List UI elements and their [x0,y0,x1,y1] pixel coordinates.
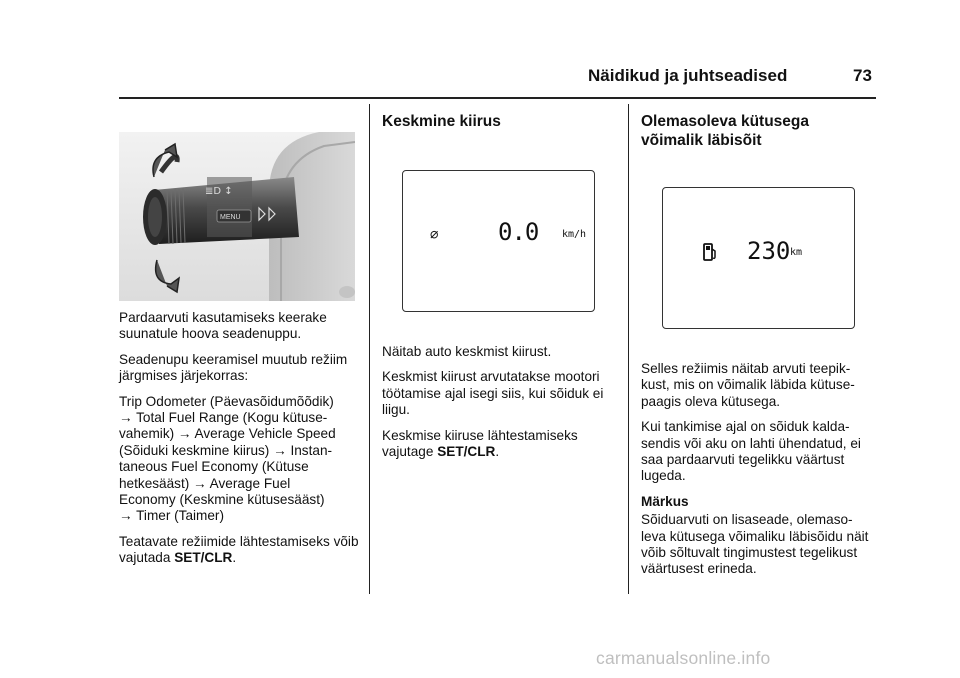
column-divider-1 [369,104,370,594]
image-caption: Pardaarvuti kasutamiseks keerake suunatule hoova seadenuppu. [119,310,327,342]
note-text: Sõiduarvuti on lisaseade, olemaso-leva kütusega võimaliku läbisõidu näit võib sõltuvalt tingimustest tegelikust väärtusest erineda. [641,512,869,577]
range-unit: km [790,247,803,258]
mode-intro: Seadenupu keeramisel muutub režiim järgmises järjekorras: [119,351,348,384]
reset-instruction [119,534,359,567]
mode-line: Economy (Keskmine kütusesääst) [119,492,325,508]
fuel-range-desc: Selles režiimis näitab arvuti teepik-kust, mis on võimalik läbida kütuse-paagis oleva kütusega. [641,361,855,409]
fuel-range-display [662,187,855,329]
average-speed-calc: Keskmist kiirust arvutatakse mootori töötamise ajal isegi siis, kui sõiduk ei liigu. [382,369,604,418]
note-title: Märkus [641,493,689,509]
section-title: Näidikud ja juhtseadised [588,66,788,85]
header-rule [119,97,876,99]
average-speed-reset [382,428,622,461]
mode-line: vahemik) → Average Vehicle Speed [119,426,336,442]
column-1-text [119,310,359,576]
mode-sequence [119,394,359,525]
reset-text: Teatavate režiimide lähtestamiseks võib vajutada [119,533,359,566]
column-divider-2 [628,104,629,594]
mode-line: → Total Fuel Range (Kogu kütuse- [119,410,328,426]
mode-line: → Timer (Taimer) [119,508,224,524]
page-number: 73 [853,66,872,85]
fuel-range-limitation: Kui tankimise ajal on sõiduk kalda-sendis või aku on lahti ühendatud, ei saa pardaarvuti tegelikku väärtust lugeda. [641,419,861,484]
set-clr-label: SET/CLR [437,444,496,460]
speed-value: 0.0 [498,218,539,246]
turn-signal-stalk-image [119,132,355,301]
svg-text:≣D ↕: ≣D ↕ [205,186,233,197]
column-3-text [641,361,877,587]
average-speed-desc: Näitab auto keskmist kiirust. [382,344,552,359]
average-speed-heading: Keskmine kiirus [382,113,501,130]
watermark: carmanualsonline.info [596,648,771,668]
reset-end: . [232,550,237,566]
average-symbol: ⌀ [430,227,439,243]
range-value: 230 [747,237,791,265]
speed-unit: km/h [562,229,587,240]
column-2-text [382,344,622,469]
menu-label: MENU [220,214,241,221]
mode-line: taneous Fuel Economy (Kütuse [119,459,309,475]
reset-end: . [495,444,500,460]
mode-line: Trip Odometer (Päevasõidumõõdik) [119,393,334,409]
set-clr-label: SET/CLR [174,550,233,566]
mode-line: hetkesääst) → Average Fuel [119,475,291,491]
average-speed-display [402,170,595,312]
reset-text: Keskmise kiiruse lähtestamiseks vajutage [382,427,578,460]
mode-line: (Sõiduki keskmine kiirus) → Instan- [119,442,333,458]
fuel-pump-icon [703,243,717,266]
fuel-range-heading: Olemasoleva kütusega võimalik läbisõit [641,113,809,149]
